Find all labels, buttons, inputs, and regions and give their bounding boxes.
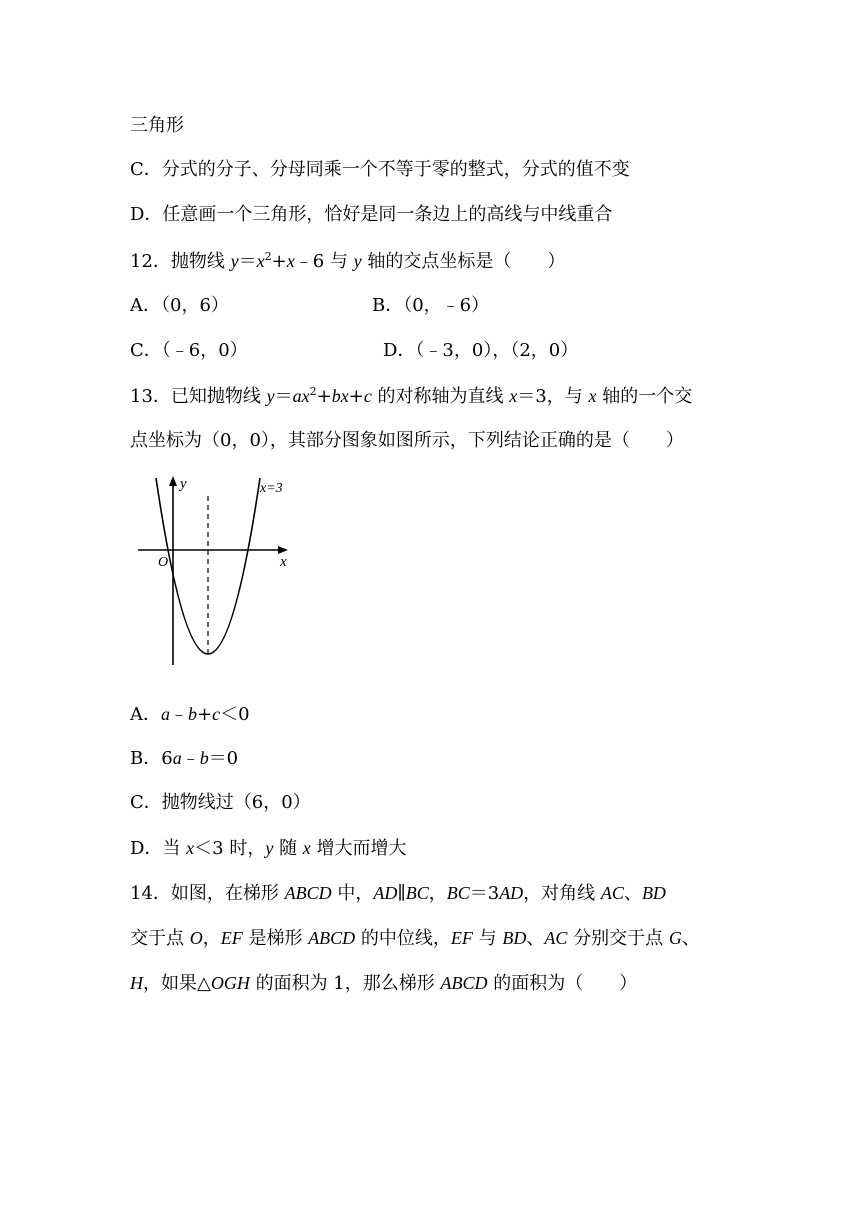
y-axis-arrow (169, 476, 177, 486)
question-13-stem-line1: 13．已知抛物线 $y=ax^2+bx+c$ 的对称轴为直线 x＝3，与 x 轴的一个交 (130, 385, 693, 407)
y-axis-label: y (180, 476, 187, 492)
q12-option-d: D．（﹣3，0），（2，0） (383, 340, 579, 361)
option-d-triangle: D．任意画一个三角形，恰好是同一条边上的高线与中线重合 (130, 204, 613, 225)
question-14-stem-line1: 14．如图，在梯形 ABCD 中，AD∥BC，BC＝3AD，对角线 AC、BD (130, 883, 666, 904)
question-12-stem: 12．抛物线 $y=x^2+x﹣6$ 与 y 轴的交点坐标是（ ） (130, 250, 566, 272)
question-14-stem-line2: 交于点 O，EF 是梯形 ABCD 的中位线，EF 与 BD、AC 分别交于点 G、 (130, 928, 700, 949)
x-axis-label: x (280, 554, 287, 570)
q13-option-b: B．6a﹣b＝0 (130, 748, 239, 769)
q12-option-a: A．（0，6） (130, 295, 229, 316)
parabola-curve (156, 478, 260, 654)
symmetry-axis-label: x=3 (260, 481, 283, 496)
question-13-stem-line2: 点坐标为（0，0），其部分图象如图所示，下列结论正确的是（ ） (130, 430, 684, 451)
q12-option-c: C．（﹣6，0） (130, 340, 248, 361)
q13-option-c: C．抛物线过（6，0） (130, 792, 311, 813)
text-line-triangle: 三角形 (130, 115, 184, 136)
x-axis-arrow (278, 546, 288, 554)
q13-option-d: D．当 x＜3 时，y 随 x 增大而增大 (130, 838, 407, 859)
q13-option-a: A．a﹣b+c＜0 (130, 704, 250, 725)
question-14-stem-line3: H，如果△OGH 的面积为 1，那么梯形 ABCD 的面积为（ ） (130, 973, 638, 994)
q12-option-b: B．（0，﹣6） (372, 295, 490, 316)
parabola-figure (130, 470, 300, 680)
origin-label: O (158, 555, 169, 570)
option-c-fraction: C．分式的分子、分母同乘一个不等于零的整式，分式的值不变 (130, 159, 630, 180)
